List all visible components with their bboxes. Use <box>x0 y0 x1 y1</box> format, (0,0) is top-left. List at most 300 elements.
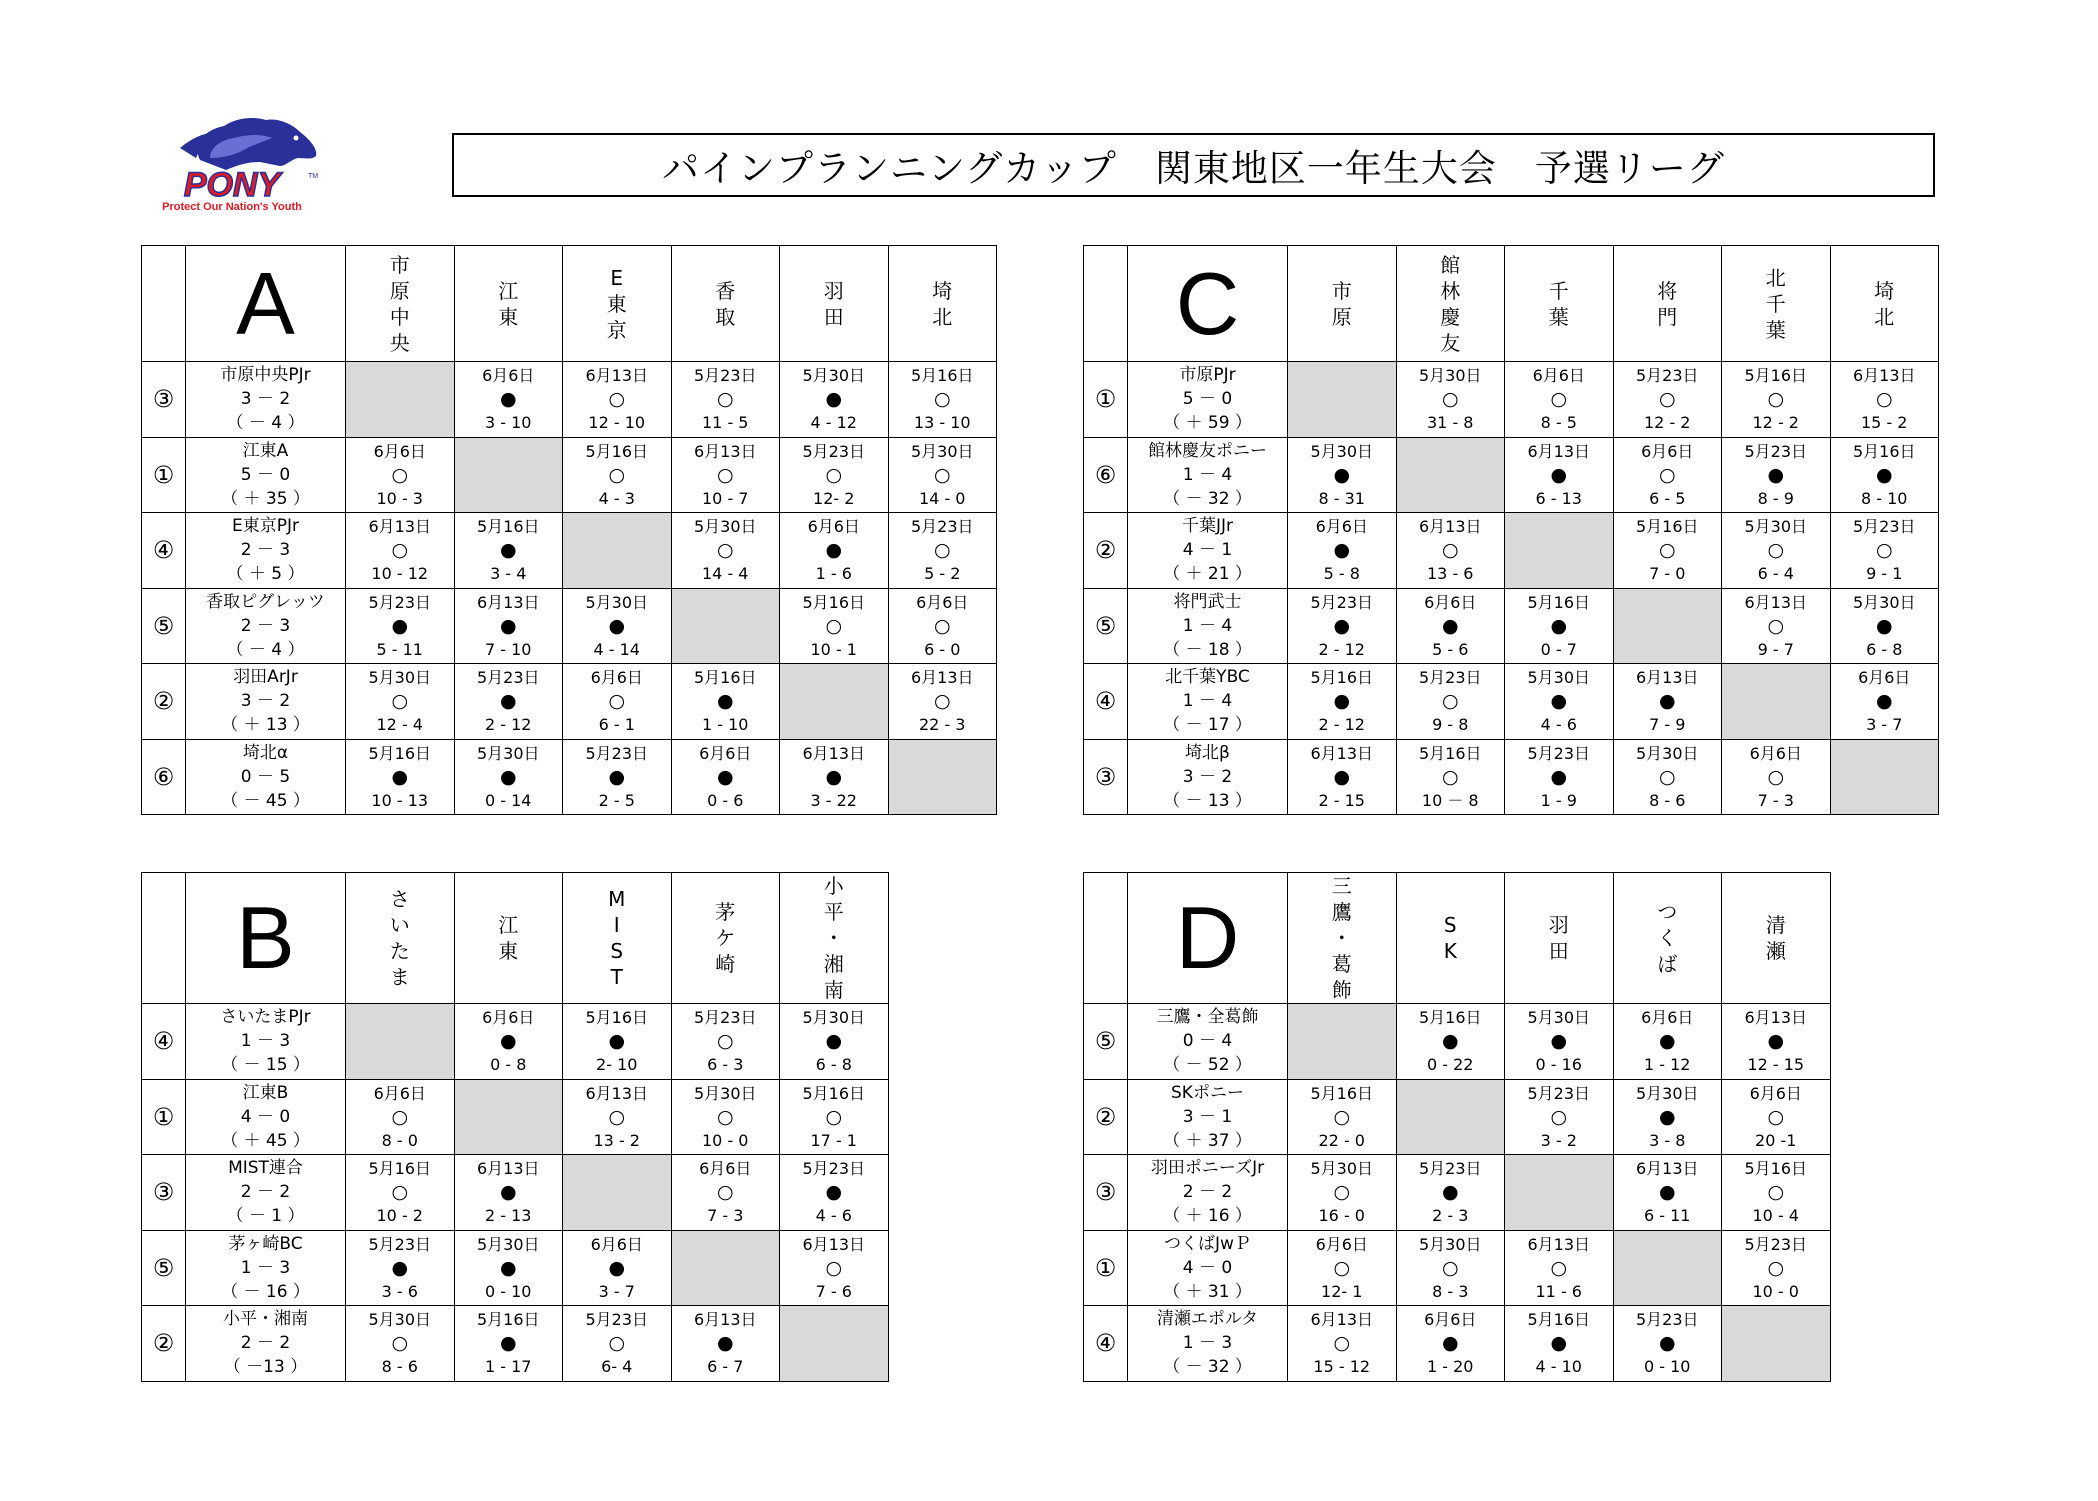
match-date: 5月23日 <box>693 366 757 386</box>
match-score: 2 - 13 <box>485 1206 532 1226</box>
match-cell <box>1396 588 1505 664</box>
result-mark-icon: ○ <box>1767 539 1785 562</box>
team-row <box>142 739 997 815</box>
opponent-name-char: 三 <box>1331 874 1352 898</box>
match-cell <box>563 1079 672 1155</box>
opponent-name-char: つ <box>1657 900 1678 924</box>
match-date: 6月13日 <box>368 517 432 537</box>
match-date: 5月30日 <box>476 1234 540 1254</box>
opponent-name-char: 慶 <box>1440 304 1461 329</box>
opponent-name-char: た <box>389 939 410 963</box>
opponent-header <box>1830 246 1939 362</box>
result-mark-icon: ● <box>1875 463 1893 486</box>
team-rank: ④ <box>1084 664 1128 740</box>
result-mark-icon: ○ <box>1658 765 1676 788</box>
team-rank: ⑥ <box>142 739 186 815</box>
team-summary <box>186 362 346 438</box>
match-date: 5月30日 <box>1310 441 1374 461</box>
match-score: 0 - 14 <box>485 790 532 810</box>
result-mark-icon: ○ <box>1767 765 1785 788</box>
team-name: 小平・湘南 <box>223 1309 308 1330</box>
opponent-name <box>455 278 563 330</box>
self-match-cell <box>1722 664 1831 740</box>
result-mark-icon: ● <box>1550 1332 1568 1355</box>
match-cell <box>780 362 889 438</box>
team-run-diff: （ ＋ 59 ） <box>1163 413 1252 434</box>
team-record: 0 － 5 <box>240 766 291 787</box>
match-score: 12 - 2 <box>1644 413 1691 433</box>
match-cell <box>1396 1004 1505 1080</box>
result-mark-icon: ○ <box>1658 539 1676 562</box>
match-date: 5月30日 <box>368 1310 432 1330</box>
match-date: 5月16日 <box>585 441 649 461</box>
result-mark-icon: ○ <box>825 1105 843 1128</box>
match-date: 6月6日 <box>807 517 860 537</box>
match-cell <box>1288 1079 1397 1155</box>
match-score: 1 - 17 <box>485 1357 532 1377</box>
match-score: 3 - 2 <box>1540 1130 1577 1150</box>
team-run-diff: （ ＋ 5 ） <box>226 564 305 585</box>
opponent-name-char: 原 <box>389 278 410 303</box>
team-record: 2 － 2 <box>240 1182 291 1203</box>
result-mark-icon: ● <box>1875 690 1893 713</box>
league-header-row <box>142 246 997 362</box>
match-cell <box>1288 1155 1397 1231</box>
result-mark-icon: ○ <box>608 463 626 486</box>
opponent-name-char: 湘 <box>823 952 844 976</box>
team-row <box>142 1230 889 1306</box>
team-name: 三鷹・全葛飾 <box>1156 1007 1259 1028</box>
opponent-name <box>1722 265 1830 343</box>
match-cell <box>1396 664 1505 740</box>
opponent-name <box>1505 278 1613 330</box>
result-mark-icon: ● <box>716 765 734 788</box>
match-date: 5月16日 <box>1310 668 1374 688</box>
team-name: 羽田ポニーズJr <box>1150 1158 1265 1179</box>
match-cell <box>1505 588 1614 664</box>
team-row <box>1084 437 1939 513</box>
team-row <box>142 1155 889 1231</box>
team-rank: ② <box>142 1306 186 1382</box>
match-date: 6月13日 <box>585 1083 649 1103</box>
opponent-name-char: 田 <box>1548 939 1569 963</box>
match-score: 1 - 10 <box>702 715 749 735</box>
team-rank: ⑤ <box>142 1230 186 1306</box>
self-match-cell <box>1722 1306 1831 1382</box>
match-date: 5月23日 <box>1527 743 1591 763</box>
self-match-cell <box>454 437 563 513</box>
team-rank: ② <box>142 664 186 740</box>
match-score: 12 - 4 <box>376 715 423 735</box>
self-match-cell <box>1505 513 1614 589</box>
self-match-cell <box>1505 1155 1614 1231</box>
opponent-name-char: 崎 <box>715 952 736 976</box>
match-cell <box>1830 664 1939 740</box>
team-name: E東京PJr <box>232 516 299 537</box>
team-run-diff: （ － 13 ） <box>1163 790 1252 811</box>
match-cell <box>780 1079 889 1155</box>
team-summary <box>186 1155 346 1231</box>
opponent-name <box>1614 899 1722 977</box>
match-date: 6月6日 <box>1749 1083 1802 1103</box>
team-summary <box>186 1079 346 1155</box>
league-letter: C <box>1128 246 1288 362</box>
opponent-name-char: 友 <box>1440 330 1461 355</box>
match-date: 5月30日 <box>585 592 649 612</box>
team-name: つくばJwＰ <box>1164 1233 1251 1254</box>
match-cell <box>780 1230 889 1306</box>
team-row <box>142 1079 889 1155</box>
opponent-header <box>1288 246 1397 362</box>
team-summary <box>186 513 346 589</box>
opponent-name-char: 葉 <box>1765 317 1786 342</box>
match-date: 6月13日 <box>1744 592 1808 612</box>
match-cell <box>1396 1306 1505 1382</box>
opponent-name-char: 東 <box>498 304 519 329</box>
result-mark-icon: ● <box>1875 614 1893 637</box>
team-name: 江東A <box>242 440 289 461</box>
opponent-name-char: 茅 <box>715 900 736 924</box>
result-mark-icon: ○ <box>608 690 626 713</box>
team-summary <box>1128 1306 1288 1382</box>
opponent-name-char: 東 <box>498 939 519 963</box>
match-cell <box>780 588 889 664</box>
match-cell <box>454 1004 563 1080</box>
match-cell <box>1505 1306 1614 1382</box>
opponent-name <box>672 278 780 330</box>
match-score: 11 - 5 <box>702 413 749 433</box>
team-record: 1 － 4 <box>1182 691 1233 712</box>
match-score: 15 - 12 <box>1313 1357 1371 1377</box>
match-score: 1 - 6 <box>815 564 852 584</box>
match-score: 10 - 0 <box>1752 1281 1799 1301</box>
opponent-name-char: 江 <box>498 913 519 937</box>
match-cell <box>1505 739 1614 815</box>
match-cell <box>671 513 780 589</box>
result-mark-icon: ● <box>716 1332 734 1355</box>
match-date: 6月6日 <box>1315 517 1368 537</box>
match-cell <box>563 1306 672 1382</box>
league-table-a <box>141 245 997 815</box>
match-score: 6 - 8 <box>815 1055 852 1075</box>
match-score: 7 - 9 <box>1649 715 1686 735</box>
match-score: 6 - 3 <box>707 1055 744 1075</box>
match-date: 5月30日 <box>476 743 540 763</box>
team-row <box>142 1306 889 1382</box>
match-date: 5月23日 <box>585 1310 649 1330</box>
result-mark-icon: ○ <box>1875 388 1893 411</box>
match-date: 5月16日 <box>1418 743 1482 763</box>
match-date: 5月23日 <box>802 1159 866 1179</box>
match-date: 5月23日 <box>476 668 540 688</box>
result-mark-icon: ○ <box>608 1332 626 1355</box>
match-score: 6 - 8 <box>1866 639 1903 659</box>
opponent-name <box>563 265 671 343</box>
match-score: 10 - 7 <box>702 488 749 508</box>
league-table-b <box>141 872 889 1382</box>
match-date: 5月23日 <box>1635 1310 1699 1330</box>
match-cell <box>671 664 780 740</box>
team-rank: ① <box>1084 362 1128 438</box>
match-date: 6月13日 <box>1310 743 1374 763</box>
team-name: 館林慶友ポニー <box>1148 440 1267 461</box>
match-date: 5月23日 <box>1744 441 1808 461</box>
opponent-name-char: 北 <box>1765 265 1786 290</box>
match-score: 9 - 1 <box>1866 564 1903 584</box>
match-date: 5月30日 <box>1635 743 1699 763</box>
result-mark-icon: ○ <box>716 1181 734 1204</box>
team-summary <box>1128 437 1288 513</box>
opponent-header <box>671 873 780 1004</box>
result-mark-icon: ○ <box>1333 1181 1351 1204</box>
match-date: 6月13日 <box>802 743 866 763</box>
title-box <box>452 133 1935 197</box>
match-cell <box>671 739 780 815</box>
league-table-d <box>1083 872 1831 1382</box>
match-score: 2 - 12 <box>485 715 532 735</box>
opponent-name-char: T <box>610 965 623 989</box>
match-score: 10 - 3 <box>376 488 423 508</box>
match-cell <box>888 513 997 589</box>
opponent-header <box>1505 246 1614 362</box>
opponent-header <box>454 873 563 1004</box>
match-date: 5月16日 <box>802 592 866 612</box>
match-cell <box>1288 1306 1397 1382</box>
match-date: 5月23日 <box>368 1234 432 1254</box>
team-record: 2 － 2 <box>1182 1182 1233 1203</box>
opponent-name <box>1397 252 1505 356</box>
team-name: 香取ピグレッツ <box>206 591 325 612</box>
team-run-diff: （ － 45 ） <box>221 790 310 811</box>
team-row <box>142 437 997 513</box>
opponent-name-char: 市 <box>389 252 410 277</box>
match-cell <box>1722 1155 1831 1231</box>
match-score: 10 - 12 <box>371 564 429 584</box>
match-score: 2 - 12 <box>1318 715 1365 735</box>
opponent-name-char: 鷹 <box>1331 900 1352 924</box>
match-cell <box>454 1155 563 1231</box>
result-mark-icon: ● <box>1550 690 1568 713</box>
result-mark-icon: ○ <box>825 1256 843 1279</box>
team-rank: ⑥ <box>1084 437 1128 513</box>
match-cell <box>780 437 889 513</box>
match-date: 6月6日 <box>916 592 969 612</box>
team-row <box>1084 664 1939 740</box>
match-date: 6月13日 <box>693 1310 757 1330</box>
match-date: 5月23日 <box>1852 517 1916 537</box>
opponent-header <box>780 246 889 362</box>
match-date: 5月23日 <box>1527 1083 1591 1103</box>
result-mark-icon: ● <box>1333 463 1351 486</box>
match-score: 17 - 1 <box>810 1130 857 1150</box>
match-date: 6月13日 <box>585 366 649 386</box>
opponent-header <box>780 873 889 1004</box>
team-run-diff: （ － 4 ） <box>226 639 305 660</box>
match-score: 8 - 0 <box>381 1130 418 1150</box>
match-date: 6月13日 <box>1635 668 1699 688</box>
match-date: 5月16日 <box>1635 517 1699 537</box>
match-cell <box>1505 362 1614 438</box>
match-cell <box>1722 362 1831 438</box>
opponent-name <box>455 912 563 964</box>
opponent-name <box>780 278 888 330</box>
opponent-name-char: S <box>610 939 624 963</box>
team-record: 1 － 3 <box>240 1031 291 1052</box>
team-name: さいたまPJr <box>220 1007 311 1028</box>
match-score: 16 - 0 <box>1318 1206 1365 1226</box>
corner-cell <box>1084 873 1128 1004</box>
opponent-header <box>888 246 997 362</box>
result-mark-icon: ○ <box>1658 388 1676 411</box>
opponent-name-char: さ <box>389 887 410 911</box>
match-date: 5月30日 <box>1527 1008 1591 1028</box>
team-name: 江東B <box>242 1082 289 1103</box>
result-mark-icon: ● <box>499 388 517 411</box>
match-score: 6 - 13 <box>1535 488 1582 508</box>
match-score: 10 - 13 <box>371 790 429 810</box>
match-score: 10 - 0 <box>702 1130 749 1150</box>
match-date: 6月13日 <box>1635 1159 1699 1179</box>
team-rank: ① <box>142 437 186 513</box>
match-cell <box>1613 513 1722 589</box>
opponent-name-char: 飾 <box>1331 978 1352 1002</box>
team-run-diff: （ － 17 ） <box>1163 715 1252 736</box>
match-cell <box>346 664 455 740</box>
result-mark-icon: ○ <box>825 614 843 637</box>
opponent-header <box>1613 873 1722 1004</box>
match-date: 6月13日 <box>1744 1008 1808 1028</box>
team-summary <box>1128 588 1288 664</box>
result-mark-icon: ● <box>1333 765 1351 788</box>
opponent-name-char: 林 <box>1440 278 1461 303</box>
self-match-cell <box>780 1306 889 1382</box>
opponent-name <box>346 886 454 990</box>
match-score: 4 - 12 <box>810 413 857 433</box>
match-score: 6 - 4 <box>1757 564 1794 584</box>
match-score: 3 - 6 <box>381 1281 418 1301</box>
result-mark-icon: ● <box>499 1030 517 1053</box>
match-score: 0 - 16 <box>1535 1055 1582 1075</box>
match-score: 6 - 5 <box>1649 488 1686 508</box>
result-mark-icon: ○ <box>1441 1256 1459 1279</box>
match-date: 6月6日 <box>590 668 643 688</box>
result-mark-icon: ● <box>391 765 409 788</box>
result-mark-icon: ● <box>825 1030 843 1053</box>
match-score: 5 - 11 <box>376 639 423 659</box>
league-table-c <box>1083 245 1939 815</box>
match-cell <box>1613 1004 1722 1080</box>
result-mark-icon: ● <box>1441 614 1459 637</box>
opponent-name <box>563 886 671 990</box>
match-date: 5月30日 <box>1418 366 1482 386</box>
team-run-diff: （ ＋ 35 ） <box>221 488 310 509</box>
team-run-diff: （ － 32 ） <box>1163 1357 1252 1378</box>
match-score: 7 - 3 <box>1757 790 1794 810</box>
opponent-name-char: 原 <box>1331 304 1352 329</box>
result-mark-icon: ○ <box>716 388 734 411</box>
match-cell <box>1505 437 1614 513</box>
team-run-diff: （ － 16 ） <box>221 1281 310 1302</box>
team-rank: ① <box>142 1079 186 1155</box>
match-date: 5月30日 <box>910 441 974 461</box>
self-match-cell <box>671 1230 780 1306</box>
match-cell <box>1830 513 1939 589</box>
match-score: 10 - 1 <box>810 639 857 659</box>
match-cell <box>1396 1155 1505 1231</box>
opponent-name-char: 平 <box>823 900 844 924</box>
result-mark-icon: ● <box>1550 765 1568 788</box>
match-score: 5 - 8 <box>1323 564 1360 584</box>
match-cell <box>1396 513 1505 589</box>
match-cell <box>1722 437 1831 513</box>
match-date: 5月16日 <box>1527 1310 1591 1330</box>
match-score: 8 - 5 <box>1540 413 1577 433</box>
match-cell <box>1288 588 1397 664</box>
team-run-diff: （ － 18 ） <box>1163 639 1252 660</box>
team-summary <box>1128 513 1288 589</box>
opponent-name-char: 将 <box>1657 278 1678 303</box>
self-match-cell <box>1288 1004 1397 1080</box>
team-rank: ④ <box>142 513 186 589</box>
match-score: 8 - 3 <box>1432 1281 1469 1301</box>
league-letter: A <box>186 246 346 362</box>
match-date: 5月16日 <box>693 668 757 688</box>
match-cell <box>454 1230 563 1306</box>
match-score: 13 - 2 <box>593 1130 640 1150</box>
team-record: 1 － 3 <box>240 1257 291 1278</box>
match-score: 12 - 15 <box>1747 1055 1805 1075</box>
match-score: 10 - 4 <box>1752 1206 1799 1226</box>
opponent-name-char: 小 <box>823 874 844 898</box>
self-match-cell <box>780 664 889 740</box>
result-mark-icon: ● <box>608 614 626 637</box>
result-mark-icon: ○ <box>391 539 409 562</box>
match-score: 5 - 6 <box>1432 639 1469 659</box>
team-rank: ③ <box>1084 1155 1128 1231</box>
match-score: 13 - 10 <box>913 413 971 433</box>
team-record: 3 － 2 <box>240 691 291 712</box>
match-date: 5月23日 <box>368 592 432 612</box>
result-mark-icon: ● <box>1550 463 1568 486</box>
team-run-diff: （ ＋ 21 ） <box>1163 564 1252 585</box>
match-cell <box>346 1155 455 1231</box>
result-mark-icon: ○ <box>391 1105 409 1128</box>
result-mark-icon: ● <box>499 1332 517 1355</box>
result-mark-icon: ○ <box>391 1332 409 1355</box>
result-mark-icon: ● <box>1658 1030 1676 1053</box>
team-rank: ③ <box>142 1155 186 1231</box>
match-score: 1 - 12 <box>1644 1055 1691 1075</box>
opponent-name-char: く <box>1657 926 1678 950</box>
opponent-header <box>1613 246 1722 362</box>
opponent-name <box>1505 912 1613 964</box>
result-mark-icon: ● <box>825 1181 843 1204</box>
team-summary <box>186 588 346 664</box>
team-name: 清瀬エポルタ <box>1156 1309 1259 1330</box>
match-date: 6月6日 <box>1749 743 1802 763</box>
match-score: 6 - 11 <box>1644 1206 1691 1226</box>
match-score: 1 - 20 <box>1427 1357 1474 1377</box>
result-mark-icon: ○ <box>1550 1256 1568 1279</box>
opponent-name-char: S <box>1443 913 1457 937</box>
result-mark-icon: ○ <box>933 614 951 637</box>
opponent-name-char: 北 <box>1874 304 1895 329</box>
team-record: 3 － 2 <box>1182 766 1233 787</box>
match-cell <box>1288 1230 1397 1306</box>
match-score: 12 - 2 <box>1752 413 1799 433</box>
league-header-row <box>142 873 889 1004</box>
result-mark-icon: ● <box>1767 1030 1785 1053</box>
